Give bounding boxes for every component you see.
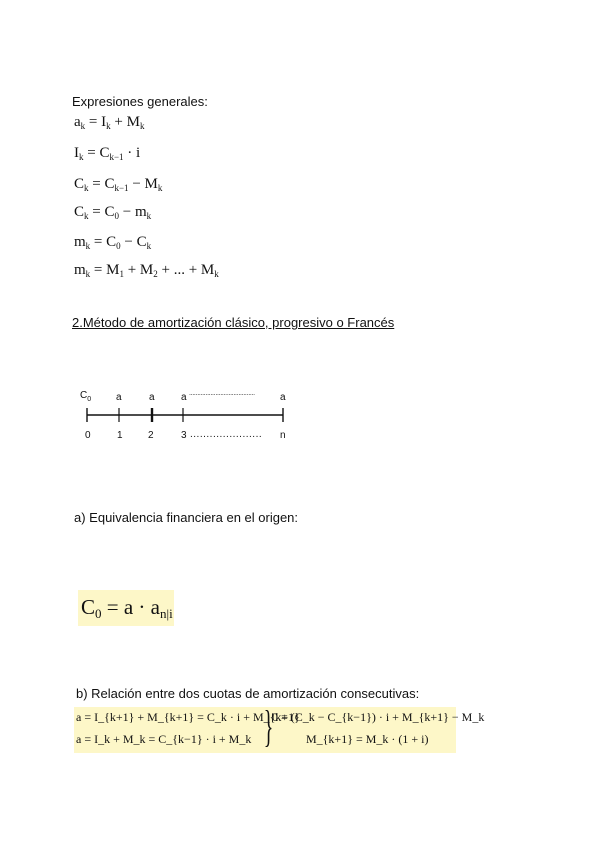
- equation-2: $I_k = C_{k-1} \cdot i$: [74, 145, 141, 162]
- timeline-top-a2: a: [149, 392, 155, 403]
- timeline-bot-0: 0: [85, 430, 91, 441]
- heading-metodo-frances: 2.Método de amortización clásico, progresivo o Francés: [72, 315, 395, 330]
- relation-line-3: 0 = (C_k − C_{k−1}) · i + M_{k+1} − M_k: [272, 710, 485, 724]
- timeline-top-a1: a: [116, 392, 122, 403]
- timeline-axis: [80, 403, 290, 427]
- heading-relacion-cuotas: b) Relación entre dos cuotas de amortización consecutivas:: [76, 686, 420, 701]
- timeline-capital-label: $C_0$: [80, 390, 92, 403]
- heading-equivalencia-financiera: a) Equivalencia financiera en el origen:: [74, 510, 299, 525]
- relation-block: [74, 702, 485, 753]
- equation-5: $m_k = C_0 - C_k$: [74, 234, 152, 251]
- timeline-top-dots: ........................................: [189, 390, 255, 397]
- brace: }: [263, 702, 274, 751]
- timeline-bot-1: 1: [117, 430, 123, 441]
- timeline-bot-dots: ......................: [190, 429, 263, 440]
- timeline-top-a4: a: [280, 392, 286, 403]
- equation-4: $C_k = C_0 - m_k$: [74, 204, 152, 221]
- equation-1: $a_k = I_k + M_k$: [74, 114, 145, 131]
- relation-line-1: a = I_{k+1} + M_{k+1} = C_k · i + M_{k+1}: [76, 710, 300, 724]
- formula-equivalencia: $C_0 = a \cdot a_{n|i}$: [78, 590, 174, 626]
- timeline-top-a3: a: [181, 392, 187, 403]
- timeline-bot-n: n: [280, 430, 286, 441]
- timeline-bot-2: 2: [148, 430, 154, 441]
- heading-expresiones-generales: Expresiones generales:: [72, 94, 208, 109]
- equation-3: $C_k = C_{k-1} - M_k$: [74, 176, 163, 193]
- relation-line-2: a = I_k + M_k = C_{k−1} · i + M_k: [76, 732, 252, 746]
- relation-line-4: M_{k+1} = M_k · (1 + i): [306, 732, 429, 746]
- timeline-bot-3: 3: [181, 430, 187, 441]
- annuity-subscript: n|i: [160, 606, 173, 621]
- equation-6: $m_k = M_1 + M_2$ + ... + $M_k$: [74, 262, 219, 279]
